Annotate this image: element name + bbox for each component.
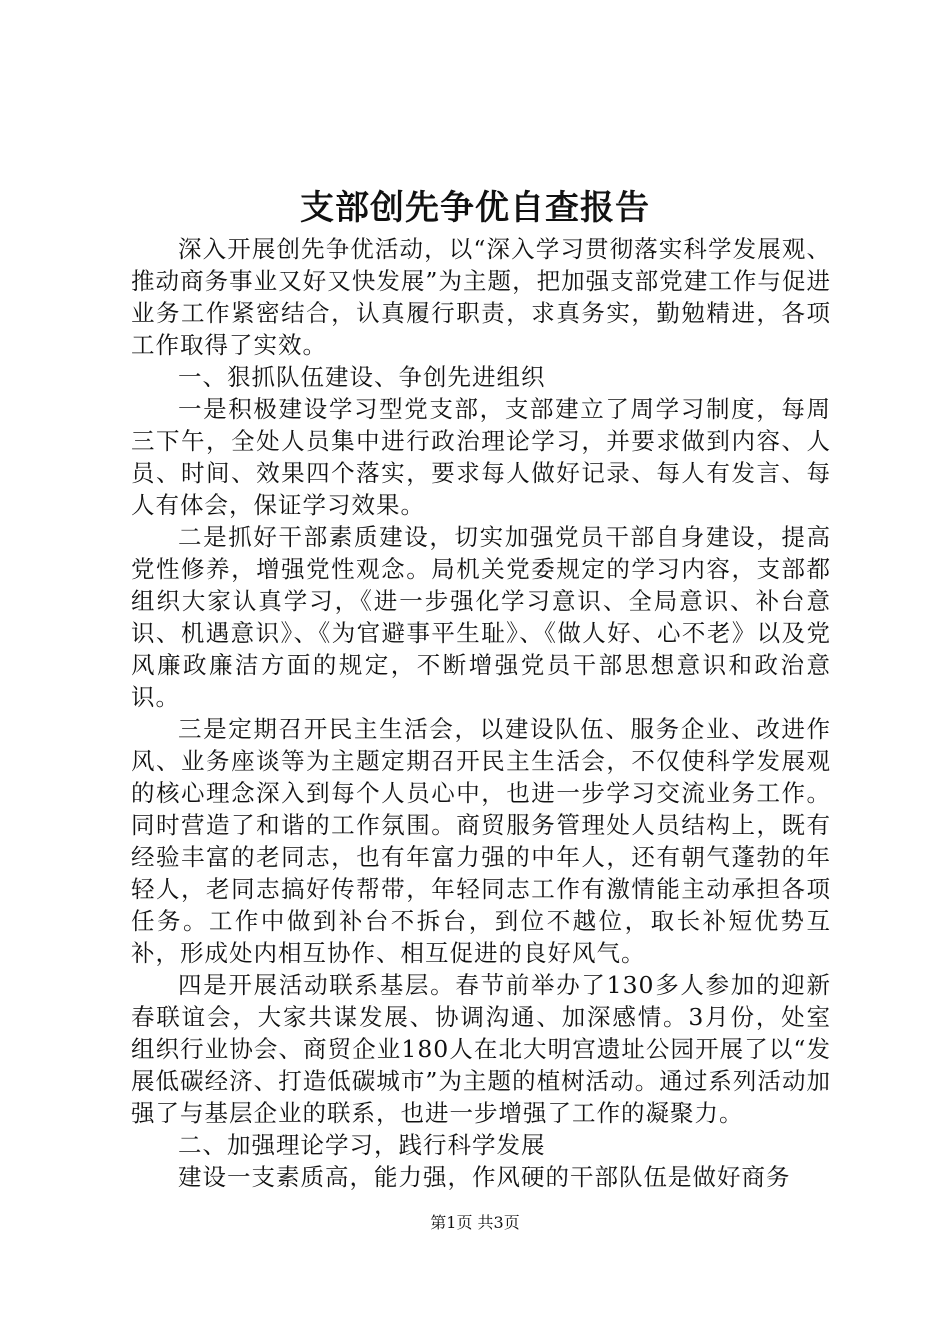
document-body [131,233,831,1193]
paragraph-item-3: 三是定期召开民主生活会，以建设队伍、服务企业、改进作风、业务座谈等为主题定期召开民主生活会，不仅使科学发展观的核心理念深入到每个人员心中，也进一步学习交流业务工作。同时营造了和谐的工作氛围。商贸服务管理处人员结构上，既有经验丰富的老同志，也有年富力强的中年人，还有朝气蓬勃的年轻人，老同志搞好传帮带，年轻同志工作有激情能主动承担各项任务。工作中做到补台不拆台，到位不越位，取长补短优势互补，形成处内相互协作、相互促进的良好风气。 [131,715,831,967]
document-title: 支部创先争优自查报告 [300,188,650,228]
paragraph-item-4: 四是开展活动联系基层。春节前举办了130多人参加的迎新春联谊会，大家共谋发展、协调沟通、加深感情。3月份，处室组织行业协会、商贸企业180人在北大明宫遗址公园开展了以“发展低碳经济、打造低碳城市”为主题的植树活动。通过系列活动加强了与基层企业的联系，也进一步增强了工作的凝聚力。 [131,971,831,1127]
paragraph-intro: 深入开展创先争优活动，以“深入学习贯彻落实科学发展观、推动商务事业又好又快发展”为主题，把加强支部党建工作与促进业务工作紧密结合，认真履行职责，求真务实，勤勉精进，各项工作取得了实效。 [131,235,831,359]
paragraph-section-2: 建设一支素质高，能力强，作风硬的干部队伍是做好商务 [178,1163,791,1191]
paragraph-item-2: 二是抓好干部素质建设，切实加强党员干部自身建设，提高党性修养，增强党性观念。局机关党委规定的学习内容，支部都组织大家认真学习，《进一步强化学习意识、全局意识、补台意识、机遇意识》、《为官避事平生耻》、《做人好、心不老》以及党风廉政廉洁方面的规定，不断增强党员干部思想意识和政治意识。 [131,523,831,711]
paragraph-item-1: 一是积极建设学习型党支部，支部建立了周学习制度，每周三下午，全处人员集中进行政治理论学习，并要求做到内容、人员、时间、效果四个落实，要求每人做好记录、每人有发言、每人有体会，保证学习效果。 [131,395,831,519]
section-heading-2: 二、加强理论学习，践行科学发展 [178,1131,546,1159]
page-footer: 第1页 共3页 [430,1213,520,1232]
section-heading-1: 一、狠抓队伍建设、争创先进组织 [178,363,546,391]
